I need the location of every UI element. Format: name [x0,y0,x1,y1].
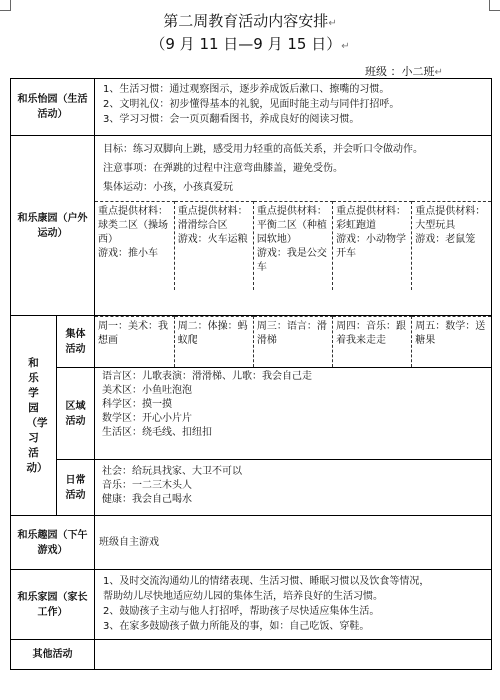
text-line: 语言区：儿歌表演：滑滑梯、儿歌：我会自己走 [102,371,312,382]
text-line: 班级自主游戏 [99,537,159,548]
text-line: 1、生活习惯：通过观察图示，逐步养成饭后漱口、擦嘴的习惯。 [103,84,390,95]
label-group: 集体活动 [57,316,95,368]
zone-cell: 重点提供材料：球类二区（操场西） 游戏：推小车 [95,202,174,291]
row-other [11,640,492,670]
day-cell: 周四：音乐：跟着我来走走 [333,317,412,368]
label-daily: 日常活动 [57,460,95,516]
text-line: 科学区：摸一摸 [102,399,172,410]
text-line: 集体运动：小孩，小孩真爱玩 [103,182,233,193]
text-line: 数学区：开心小片片 [102,413,192,424]
label-other: 其他活动 [11,640,95,670]
day-cell: 周三：语言：滑滑梯 [253,317,332,368]
day-cell: 周二：体操：蚂蚁爬 [174,317,253,368]
content-life [95,79,492,136]
row-study-daily [11,460,492,516]
zone-cell: 重点提供材料：大型玩具 游戏：老鼠笼 [412,202,491,291]
row-outdoor [11,136,492,316]
row-study-group [11,316,492,368]
text-line: 音乐：一二三木头人 [102,480,192,491]
content-home [95,570,492,640]
day-cell: 周五：数学：送糖果 [412,317,491,368]
label-life: 和乐怡园（生活活动） [11,79,95,136]
label-area: 区域活动 [57,368,95,460]
text-line: 美术区：小鱼吐泡泡 [102,385,192,396]
text-line: 社会：给玩具找家、大卫不可以 [102,466,242,477]
row-play [11,516,492,570]
content-other [95,640,492,670]
text-line: 生活区：绕毛线、扣纽扣 [102,427,212,438]
text-line: 3、在家多鼓励孩子做力所能及的事，如：自己吃饭、穿鞋。 [103,621,370,632]
zone-cell: 重点提供材料：滑滑综合区 游戏：火车运粮 [174,202,253,291]
zone-cell: 重点提供材料：彩虹跑道 游戏：小动物学开车 [333,202,412,291]
content-group [95,316,492,368]
text-line: 目标：练习双脚向上跳，感受用力轻重的高低关系，并会听口令做动作。 [103,144,423,155]
text-line: 健康：我会自己喝水 [102,494,192,505]
label-outdoor: 和乐康园（户外运动） [11,136,95,316]
text-line: 2、文明礼仪：初步懂得基本的礼貌，见面时能主动与同伴打招呼。 [103,99,400,110]
page-title: 第二周教育活动内容安排↵ [163,12,337,30]
content-play [95,516,492,570]
row-life [11,79,492,136]
label-home: 和乐家园（家长工作） [11,570,95,640]
row-home [11,570,492,640]
class-label: 班级 ：小二班↵ [365,65,443,78]
text-line: 注意事项：在弹跳的过程中注意弯曲膝盖，避免受伤。 [103,163,343,174]
content-daily [95,460,492,516]
group-days [95,316,491,367]
zone-cell: 重点提供材料：平衡二区（种植园软地） 游戏：我是公交车 [253,202,332,291]
text-line: 帮助幼儿尽快地适应幼儿园的集体生活，培养良好的生活习惯。 [103,591,383,602]
outdoor-zones [95,201,491,290]
schedule-table [10,78,492,670]
label-play: 和乐趣园（下午游戏） [11,516,95,570]
text-line: 3、学习习惯：会一页页翻看图书，养成良好的阅读习惯。 [103,114,360,125]
day-cell: 周一：美术：我想画 [95,317,174,368]
content-area [95,368,492,460]
content-outdoor [95,136,492,316]
date-range: （9 月 11 日—9 月 15 日）↵ [150,35,350,53]
text-line: 1、及时交流沟通幼儿的情绪表现、生活习惯、睡眠习惯以及饮食等情况， [103,576,430,587]
row-study-area [11,368,492,460]
text-line: 2、鼓励孩子主动与他人打招呼，帮助孩子尽快适应集体生活。 [103,606,380,617]
label-study: 和乐学园（学习活动） [11,316,57,516]
